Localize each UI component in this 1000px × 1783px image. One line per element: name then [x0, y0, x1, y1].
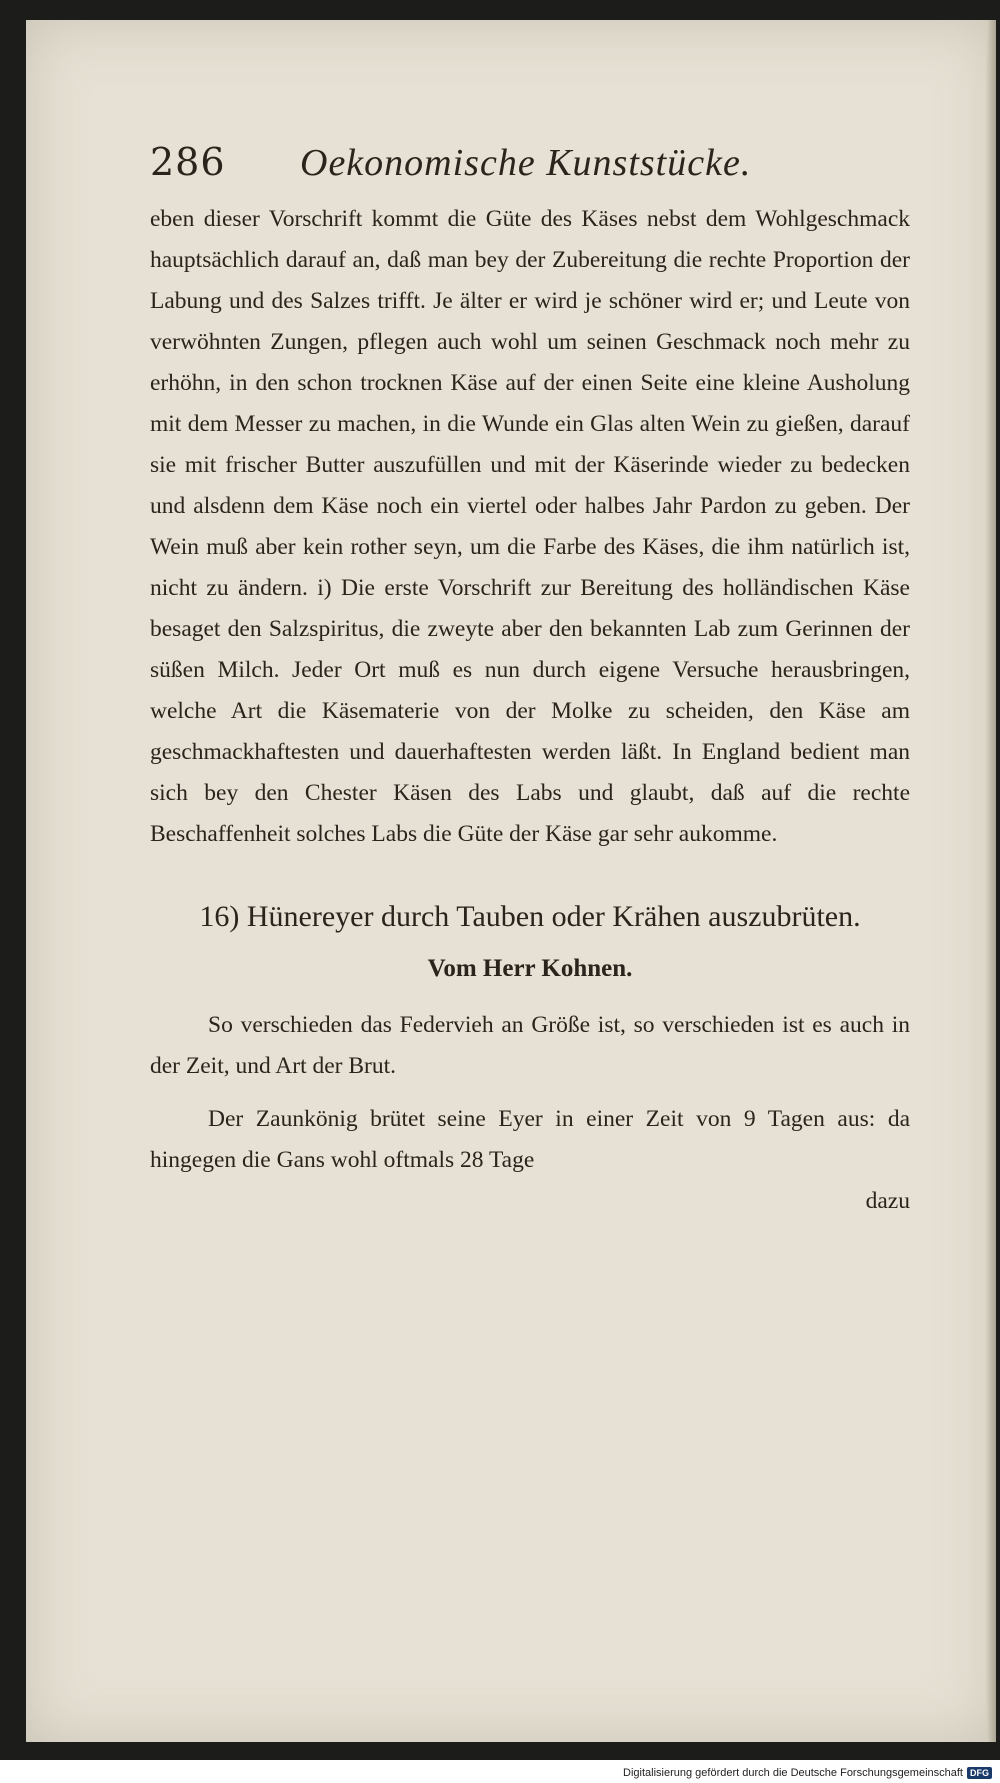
dfg-logo: DFG [967, 1767, 992, 1779]
page-text [150, 140, 910, 1222]
running-header [150, 140, 910, 185]
section-title: 16) Hünereyer durch Tauben oder Krähen auszubrüten. [199, 900, 861, 933]
paragraph: Der Zaunkönig brütet seine Eyer in einer Zeit von 9 Tagen aus: da hingegen die Gans wohl oftmals 28 Tage [150, 1106, 910, 1173]
page-edge [986, 20, 996, 1742]
paragraph: So verschieden das Federvieh an Größe ist, so verschieden ist es auch in der Zeit, und Art der Brut. [150, 1012, 910, 1079]
running-title: Oekonomische Kunststücke. [300, 142, 752, 184]
author-byline: Vom Herr Kohnen. [427, 955, 633, 982]
page-number: 286 [150, 140, 226, 184]
digitization-credit [623, 1767, 992, 1779]
paragraph: eben dieser Vorschrift kommt die Güte des Käses nebst dem Wohlgeschmack hauptsächlich darauf an, daß man bey der Zubereitung die rechte Proportion der Labung und des Salzes trifft. Je älter er wird je schöner wird er; und Leute von verwöhnten Zungen, pflegen auch wohl um seinen Geschmack noch mehr zu erhöhn, in den schon trocknen Käse auf der einen Seite eine kleine Ausholung mit dem Messer zu machen, in die Wunde ein Glas alten Wein zu gießen, darauf sie mit frischer Butter auszufüllen und mit der Käserinde wieder zu bedecken und alsdenn dem Käse noch ein viertel oder halbes Jahr Pardon zu geben. Der Wein muß aber kein rother seyn, um die Farbe des Käses, die ihm natürlich ist, nicht zu ändern. i) Die erste Vorschrift zur Bereitung des holländischen Käse besaget den Salzspiritus, die zweyte aber den bekannten Lab zum Gerinnen der süßen Milch. Jeder Ort muß es nun durch eigene Versuche herausbringen, welche Art die Käsematerie von der Molke zu scheiden, den Käse am geschmackhaftesten und dauerhaftesten werden läßt. In England bedient man sich bey den Chester Käsen des Labs und glaubt, daß auf die rechte Beschaffenheit solches Labs die Güte der Käse gar sehr aukomme. [150, 206, 910, 847]
credit-text: Digitalisierung gefördert durch die Deutsche Forschungsgemeinschaft [623, 1767, 963, 1779]
catchword: dazu [865, 1188, 910, 1214]
